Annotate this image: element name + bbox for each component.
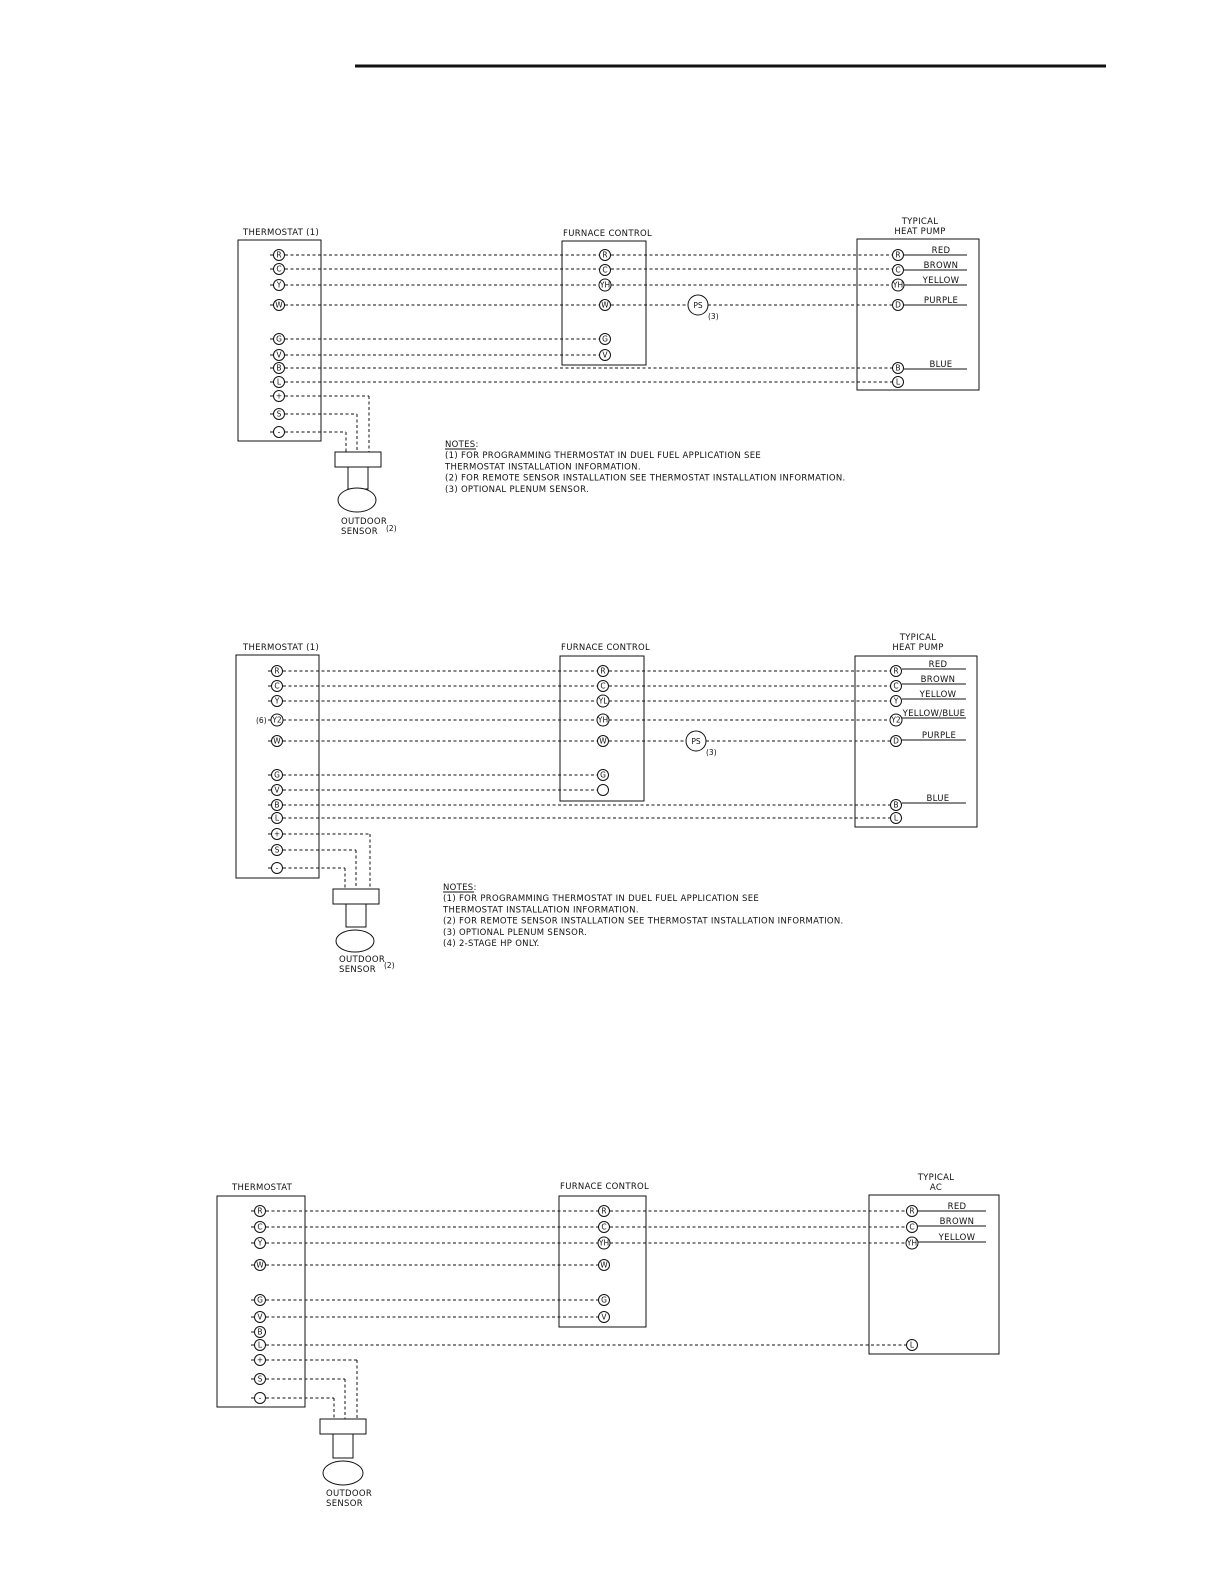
- unit-terminal-c-label: C: [895, 265, 901, 275]
- note-line-4: (3) OPTIONAL PLENUM SENSOR.: [443, 927, 588, 938]
- furnace-terminal-yh-label: YH: [598, 1238, 610, 1248]
- furnace-terminal-r-label: R: [602, 250, 608, 260]
- furnace-terminal-g-label: G: [601, 1295, 607, 1305]
- furnace-terminal-yh-label: YH: [599, 280, 611, 290]
- wire-color-yellow-blue: YELLOW/BLUE: [902, 709, 966, 719]
- furnace-terminal-yh-label: YH: [597, 715, 609, 725]
- thermostat-terminal-l-label: L: [276, 377, 282, 387]
- thermostat-terminal-c-label: C: [257, 1222, 263, 1232]
- thermostat-terminal-blank-label: -: [277, 427, 281, 437]
- unit-label-line2: AC: [929, 1183, 943, 1193]
- thermostat-terminal-blank-label: -: [275, 863, 279, 873]
- wire-color-red: RED: [928, 660, 948, 670]
- notes-title: NOTES:: [445, 440, 479, 450]
- thermostat-terminal-s-label: S: [276, 409, 282, 419]
- thermostat-terminal-blank-label: +: [273, 829, 281, 839]
- wire-color-brown: BROWN: [923, 261, 959, 271]
- note-line-3: (2) FOR REMOTE SENSOR INSTALLATION SEE THERMOSTAT INSTALLATION INFORMATION.: [445, 473, 846, 484]
- thermostat-terminal-b-label: B: [276, 363, 282, 373]
- furnace-terminal-blank: [598, 785, 609, 796]
- outdoor-sensor-stem: [346, 904, 366, 927]
- outdoor-sensor-label-line2: SENSOR: [341, 527, 378, 537]
- unit-terminal-l-label: L: [909, 1340, 915, 1350]
- unit-label-line1: TYPICAL: [901, 217, 939, 227]
- thermostat-terminal-y2-label: Y2: [272, 715, 282, 725]
- notes-title: NOTES:: [443, 883, 477, 893]
- unit-terminal-d-label: D: [893, 736, 899, 746]
- wire-color-brown: BROWN: [920, 675, 956, 685]
- wiring-diagram-1: [238, 217, 979, 537]
- outdoor-sensor-bulb: [323, 1461, 363, 1485]
- thermostat-terminal-blank-label: +: [275, 391, 283, 401]
- wire-color-purple: PURPLE: [923, 296, 959, 306]
- outdoor-sensor-label-line1: OUTDOOR: [326, 1489, 373, 1499]
- thermostat-terminal-l-label: L: [257, 1340, 263, 1350]
- unit-label-line2: HEAT PUMP: [892, 643, 944, 653]
- furnace-terminal-yl-label: YL: [598, 696, 608, 706]
- note-line-3: (2) FOR REMOTE SENSOR INSTALLATION SEE THERMOSTAT INSTALLATION INFORMATION.: [443, 916, 844, 927]
- furnace-terminal-w-label: W: [599, 736, 607, 746]
- furnace-control-label: FURNACE CONTROL: [560, 1182, 650, 1192]
- outdoor-sensor-label-line1: OUTDOOR: [339, 955, 386, 965]
- unit-terminal-yh-label: YH: [892, 280, 904, 290]
- furnace-terminal-w-label: W: [600, 1260, 608, 1270]
- thermostat-terminal-b-label: B: [257, 1327, 263, 1337]
- thermostat-terminal-g-label: G: [257, 1295, 263, 1305]
- unit-terminal-c-label: C: [909, 1222, 915, 1232]
- outdoor-sensor-note-ref: (2): [384, 961, 395, 970]
- unit-terminal-r-label: R: [909, 1206, 915, 1216]
- unit-label-line2: HEAT PUMP: [894, 227, 946, 237]
- thermostat-terminal-r-label: R: [274, 666, 280, 676]
- y2-note-ref: (6): [256, 716, 267, 725]
- thermostat-terminal-s-label: S: [274, 845, 280, 855]
- thermostat-terminal-b-label: B: [274, 800, 280, 810]
- furnace-terminal-r-label: R: [601, 1206, 607, 1216]
- thermostat-terminal-l-label: L: [274, 813, 280, 823]
- thermostat-terminal-s-label: S: [257, 1374, 263, 1384]
- wire-color-yellow: YELLOW: [919, 690, 957, 700]
- thermostat-terminal-g-label: G: [274, 770, 280, 780]
- outdoor-unit-box: [857, 239, 979, 390]
- note-line-5: (4) 2-STAGE HP ONLY.: [443, 939, 540, 949]
- outdoor-sensor-connector: [320, 1419, 366, 1434]
- thermostat-terminal-v-label: V: [276, 350, 282, 360]
- unit-terminal-r-label: R: [895, 250, 901, 260]
- wire-color-yellow: YELLOW: [938, 1233, 976, 1243]
- furnace-terminal-c-label: C: [601, 1222, 607, 1232]
- outdoor-unit-box: [869, 1195, 999, 1354]
- thermostat-label: THERMOSTAT (1): [243, 643, 320, 653]
- note-line-1: (1) FOR PROGRAMMING THERMOSTAT IN DUEL FUEL APPLICATION SEE: [445, 451, 762, 462]
- note-line-2: THERMOSTAT INSTALLATION INFORMATION.: [443, 905, 639, 916]
- thermostat-terminal-blank-label: +: [256, 1355, 264, 1365]
- wire-color-blue: BLUE: [929, 360, 953, 370]
- unit-terminal-b-label: B: [893, 800, 899, 810]
- unit-terminal-y2-label: Y2: [891, 715, 901, 725]
- thermostat-terminal-r-label: R: [276, 250, 282, 260]
- note-line-4: (3) OPTIONAL PLENUM SENSOR.: [445, 484, 590, 495]
- outdoor-sensor-stem: [333, 1434, 353, 1458]
- furnace-terminal-g-label: G: [600, 770, 606, 780]
- thermostat-terminal-g-label: G: [276, 334, 282, 344]
- outdoor-sensor-connector: [333, 889, 379, 904]
- outdoor-sensor-connector: [335, 452, 381, 467]
- thermostat-terminal-c-label: C: [276, 264, 282, 274]
- wiring-diagram-3: [217, 1173, 999, 1509]
- thermostat-terminal-y-label: Y: [274, 696, 280, 706]
- furnace-terminal-v-label: V: [601, 1312, 607, 1322]
- outdoor-sensor-stem: [348, 467, 368, 489]
- thermostat-terminal-v-label: V: [274, 785, 280, 795]
- thermostat-terminal-y-label: Y: [276, 280, 282, 290]
- furnace-terminal-w-label: W: [601, 300, 609, 310]
- thermostat-terminal-c-label: C: [274, 681, 280, 691]
- furnace-terminal-v-label: V: [602, 350, 608, 360]
- wire-color-blue: BLUE: [926, 794, 950, 804]
- thermostat-terminal-y-label: Y: [257, 1238, 263, 1248]
- furnace-control-label: FURNACE CONTROL: [563, 229, 653, 239]
- unit-label-line1: TYPICAL: [899, 633, 937, 643]
- unit-terminal-yh-label: YH: [906, 1238, 918, 1248]
- furnace-terminal-r-label: R: [600, 666, 606, 676]
- unit-terminal-b-label: B: [895, 363, 901, 373]
- furnace-control-label: FURNACE CONTROL: [561, 643, 651, 653]
- unit-terminal-l-label: L: [895, 377, 901, 387]
- wire-color-brown: BROWN: [939, 1217, 975, 1227]
- outdoor-sensor-label-line1: OUTDOOR: [341, 517, 388, 527]
- wire-color-purple: PURPLE: [921, 731, 957, 741]
- unit-terminal-l-label: L: [893, 813, 899, 823]
- wiring-diagram-2: [236, 633, 977, 975]
- thermostat-terminal-w-label: W: [256, 1260, 264, 1270]
- furnace-terminal-c-label: C: [602, 265, 608, 275]
- furnace-terminal-g-label: G: [602, 334, 608, 344]
- furnace-terminal-c-label: C: [600, 681, 606, 691]
- outdoor-sensor-bulb: [336, 930, 374, 952]
- plenum-sensor-label: PS: [691, 737, 701, 746]
- outdoor-sensor-label-line2: SENSOR: [326, 1499, 363, 1509]
- unit-terminal-d-label: D: [895, 300, 901, 310]
- note-line-1: (1) FOR PROGRAMMING THERMOSTAT IN DUEL FUEL APPLICATION SEE: [443, 894, 760, 905]
- outdoor-sensor-note-ref: (2): [386, 524, 397, 533]
- unit-terminal-y-label: Y: [893, 696, 899, 706]
- thermostat-terminal-blank-label: -: [258, 1393, 262, 1403]
- note-line-2: THERMOSTAT INSTALLATION INFORMATION.: [445, 462, 641, 473]
- thermostat-terminal-w-label: W: [273, 736, 281, 746]
- outdoor-sensor-label-line2: SENSOR: [339, 965, 376, 975]
- wire-color-red: RED: [931, 246, 951, 256]
- thermostat-terminal-r-label: R: [257, 1206, 263, 1216]
- plenum-sensor-label: PS: [693, 301, 703, 310]
- plenum-sensor-note-ref: (3): [708, 312, 719, 321]
- unit-terminal-r-label: R: [893, 666, 899, 676]
- thermostat-terminal-w-label: W: [275, 300, 283, 310]
- wire-color-red: RED: [947, 1202, 967, 1212]
- unit-label-line1: TYPICAL: [917, 1173, 955, 1183]
- unit-terminal-c-label: C: [893, 681, 899, 691]
- outdoor-sensor-bulb: [338, 488, 376, 512]
- thermostat-terminal-v-label: V: [257, 1312, 263, 1322]
- thermostat-label: THERMOSTAT: [232, 1183, 293, 1193]
- wire-color-yellow: YELLOW: [922, 276, 960, 286]
- plenum-sensor-note-ref: (3): [706, 748, 717, 757]
- thermostat-label: THERMOSTAT (1): [243, 228, 320, 238]
